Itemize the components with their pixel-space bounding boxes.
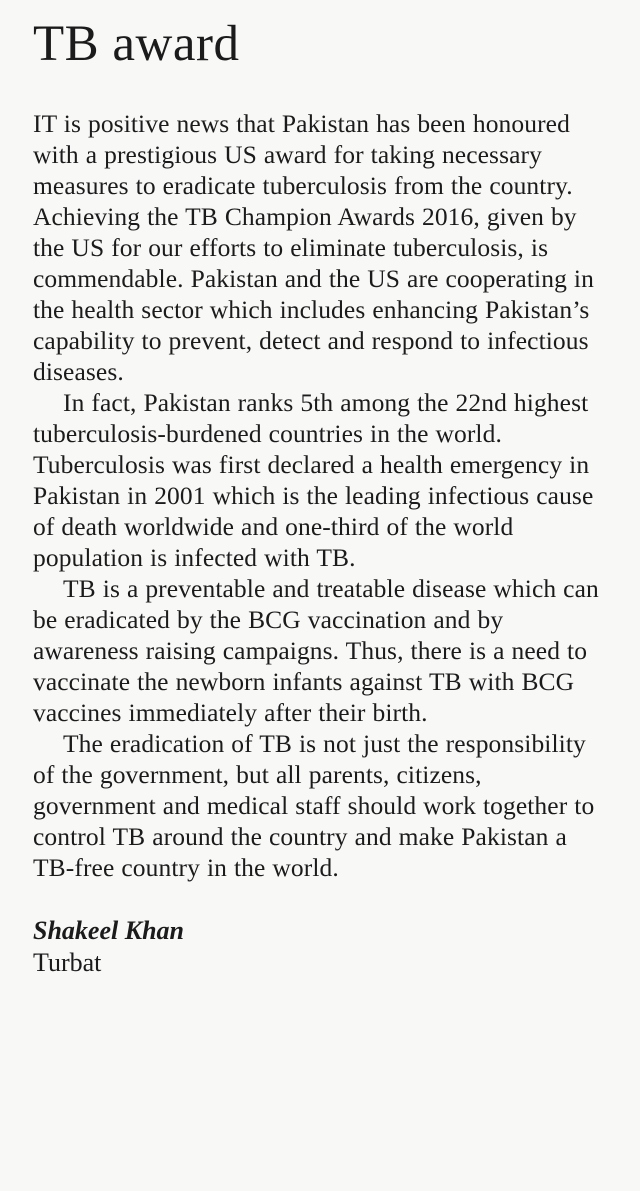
article-title: TB award [33,16,240,72]
signature-author-name: Shakeel Khan [33,916,184,946]
signature-author-location: Turbat [33,948,102,978]
paragraph-3: TB is a preventable and treatable disease which can be eradicated by the BCG vaccination and by awareness raising campaigns. Thus, there is a need to vaccinate the newborn infants against TB with BCG vaccines immediately after their birth. [33,574,599,728]
paragraph-2: In fact, Pakistan ranks 5th among the 22nd highest tuberculosis-burdened countries in the world. Tuberculosis was first declared a health emergency in Pakistan in 2001 which is the leading infectious cause of death worldwide and one-third of the world population is infected with TB. [33,388,594,573]
paragraph-4: The eradication of TB is not just the responsibility of the government, but all parents, citizens, government and medical staff should work together to control TB around the country and make Pakistan a TB-free country in the world. [33,729,595,883]
paragraph-1: IT is positive news that Pakistan has been honoured with a prestigious US award for taking necessary measures to eradicate tuberculosis from the country. Achieving the TB Champion Awards 2016, given by the US for our efforts to eliminate tuberculosis, is commendable. Pakistan and the US are cooperating in the health sector which includes enhancing Pakistan’s capability to prevent, detect and respond to infectious diseases. [33,109,594,387]
signature-block [33,915,606,979]
